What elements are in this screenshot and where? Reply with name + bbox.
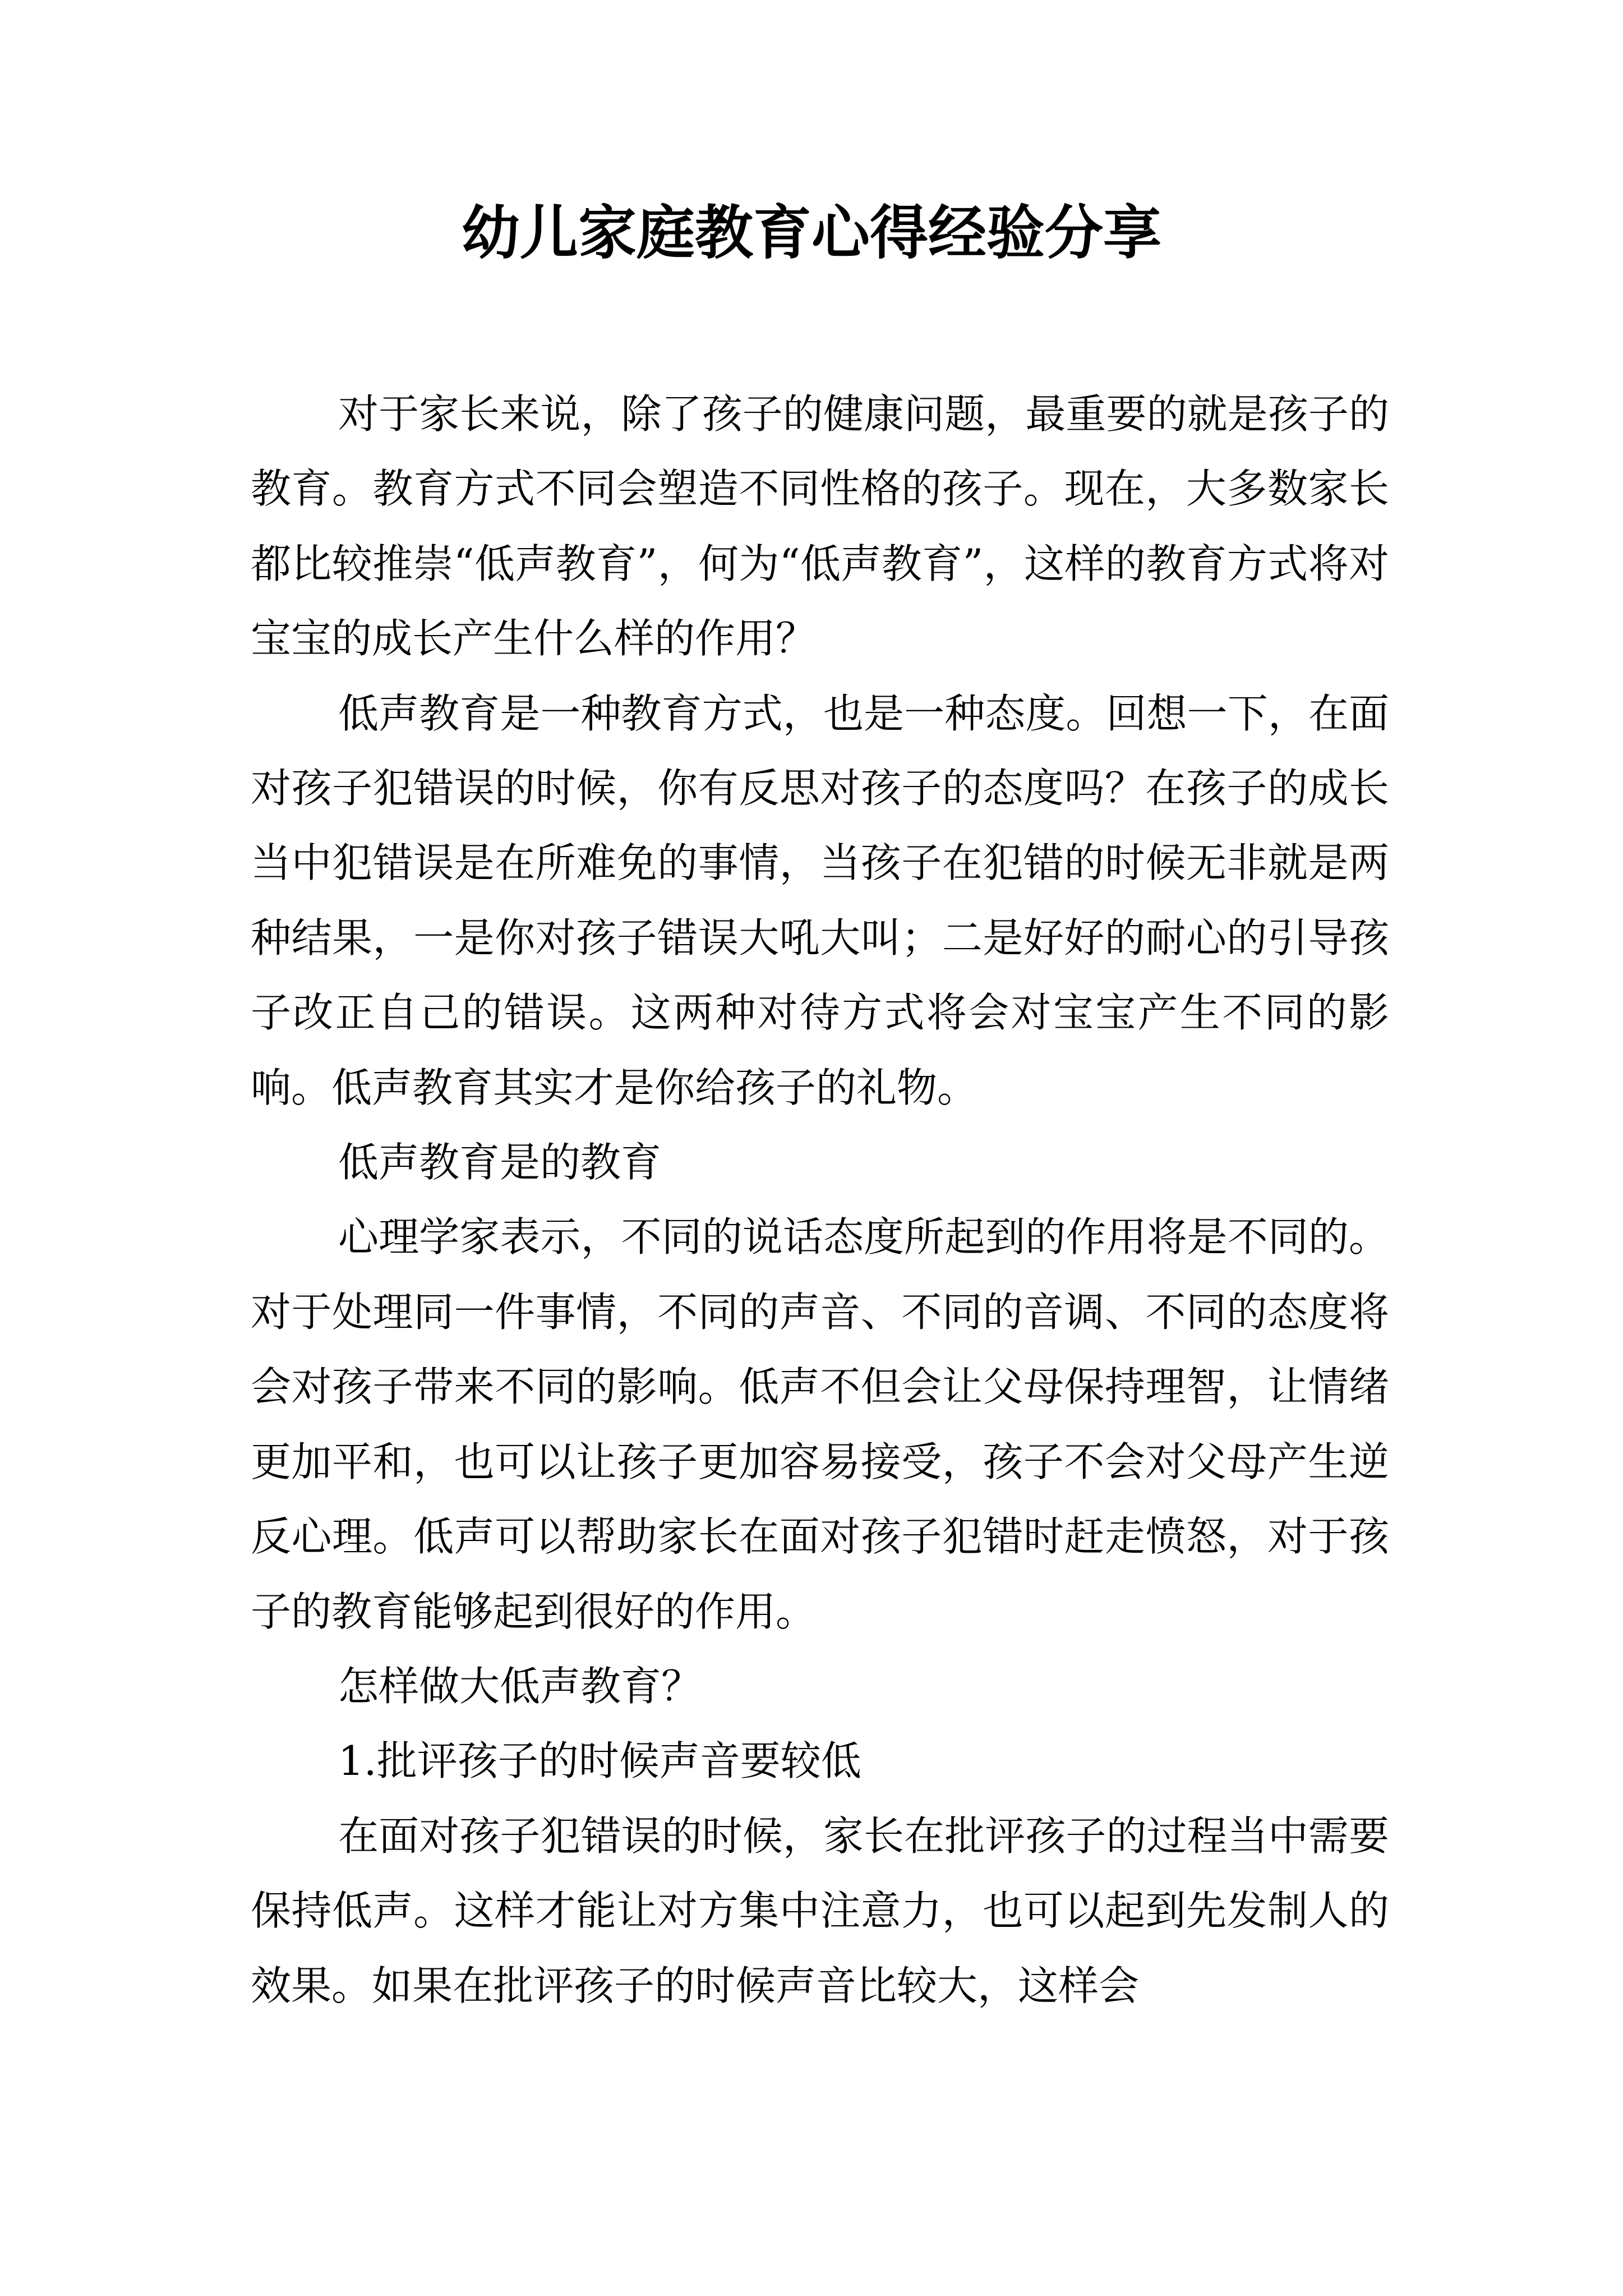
section-heading: 低声教育是的教育 — [338, 1139, 662, 1186]
paragraph: 低声教育是一种教育方式，也是一种态度。回想一下，在面对孩子犯错误的时候，你有反思对孩子的态度吗？在孩子的成长当中犯错误是在所难免的事情，当孩子在犯错的时候无非就是两种结果，一是你对孩子错误大吼大叫；二是好好的耐心的引导孩子改正自己的错误。这两种对待方式将会对宝宝产生不同的影响。低声教育其实才是你给孩子的礼物。 — [251, 689, 1389, 1111]
paragraph: 心理学家表示，不同的说话态度所起到的作用将是不同的。对于处理同一件事情，不同的声音、不同的音调、不同的态度将会对孩子带来不同的影响。低声不但会让父母保持理智，让情绪更加平和，也可以让孩子更加容易接受，孩子不会对父母产生逆反心理。低声可以帮助家长在面对孩子犯错时赶走愤怒，对于孩子的教育能够起到很好的作用。 — [251, 1213, 1389, 1635]
document-body — [251, 377, 1389, 2023]
list-item-heading: 1.批评孩子的时候声音要较低 — [338, 1737, 861, 1785]
document-title: 幼儿家庭教育心得经验分享 — [461, 198, 1161, 267]
paragraph: 对于家长来说，除了孩子的健康问题，最重要的就是孩子的教育。教育方式不同会塑造不同性格的孩子。现在，大多数家长都比较推崇“低声教育”，何为“低声教育”，这样的教育方式将对宝宝的成长产生什么样的作用？ — [251, 390, 1389, 662]
section-heading: 怎样做大低声教育？ — [338, 1662, 702, 1710]
paragraph: 在面对孩子犯错误的时候，家长在批评孩子的过程当中需要保持低声。这样才能让对方集中注意力，也可以起到先发制人的效果。如果在批评孩子的时候声音比较大，这样会 — [251, 1812, 1389, 2009]
